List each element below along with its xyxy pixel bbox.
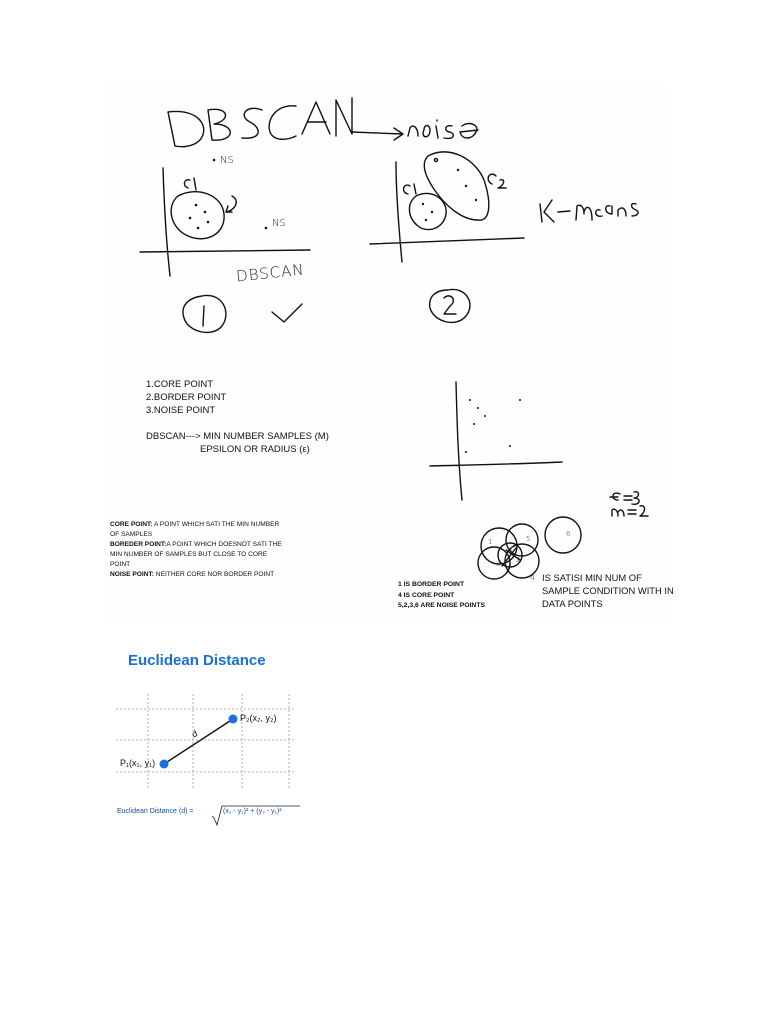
distance-d-label: d: [189, 728, 200, 740]
panel1-noise-b: NS: [272, 218, 286, 229]
circle-label-6: 6: [566, 530, 571, 538]
panel1-caption: DBSCAN: [235, 260, 306, 286]
noise-point-text: NEITHER CORE NOR BORDER POINT: [153, 571, 275, 578]
circle-label-3: 3: [496, 560, 501, 568]
point4-line3: DATA POINTS: [542, 598, 603, 609]
note-core: 4 IS CORE POINT: [398, 591, 455, 599]
note-border: 1 IS BORDER POINT: [398, 581, 465, 588]
dbscan-params-line2: EPSILON OR RADIUS (ε): [200, 444, 310, 455]
circle-label-5: 5: [526, 535, 531, 543]
point4-line1: IS SATISI MIN NUM OF: [542, 572, 642, 583]
core-point-text: A POINT WHICH SATI THE MIN NUMBER OF SAMPLES: [110, 521, 280, 538]
p1-label: P₁(x₁, y₁): [120, 758, 156, 768]
circle-label-1: 1: [488, 538, 493, 546]
point4-line2: SAMPLE CONDITION WITH IN: [542, 585, 674, 596]
list-item: 3.NOISE POINT: [146, 405, 216, 416]
dbscan-params-line1: DBSCAN---> MIN NUMBER SAMPLES (M): [146, 431, 329, 442]
euclidean-formula: [117, 808, 282, 815]
formula-label: Euclidean Distance (d) =: [117, 808, 194, 815]
p1-point: [160, 760, 169, 769]
circle-label-2: 2: [516, 556, 521, 564]
note-noise: 5,2,3,6 ARE NOISE POINTS: [398, 602, 486, 609]
core-point-label: CORE POINT:: [110, 521, 153, 528]
noise-point-label: NOISE POINT:: [110, 571, 154, 578]
p2-point: [229, 715, 238, 724]
list-item: 1.CORE POINT: [146, 379, 214, 390]
euclidean-title: Euclidean Distance: [128, 652, 266, 669]
circle-label-4: 4: [508, 548, 513, 556]
border-point-label: BOREDER POINT:: [110, 541, 167, 548]
formula-expression: (x₂ - y₁)² + (y₂ - y₁)²: [223, 808, 282, 815]
p2-label: P₂(x₂, y₂): [240, 713, 277, 723]
panel1-noise-a: NS: [220, 155, 234, 166]
border-point-text: A POINT WHICH DOESNOT SATI THE MIN NUMBER OF SAMPLES BUT CLOSE TO CORE POINT: [110, 541, 282, 568]
list-item: 2.BORDER POINT: [146, 392, 227, 403]
point4-marker: 4: [530, 573, 536, 582]
